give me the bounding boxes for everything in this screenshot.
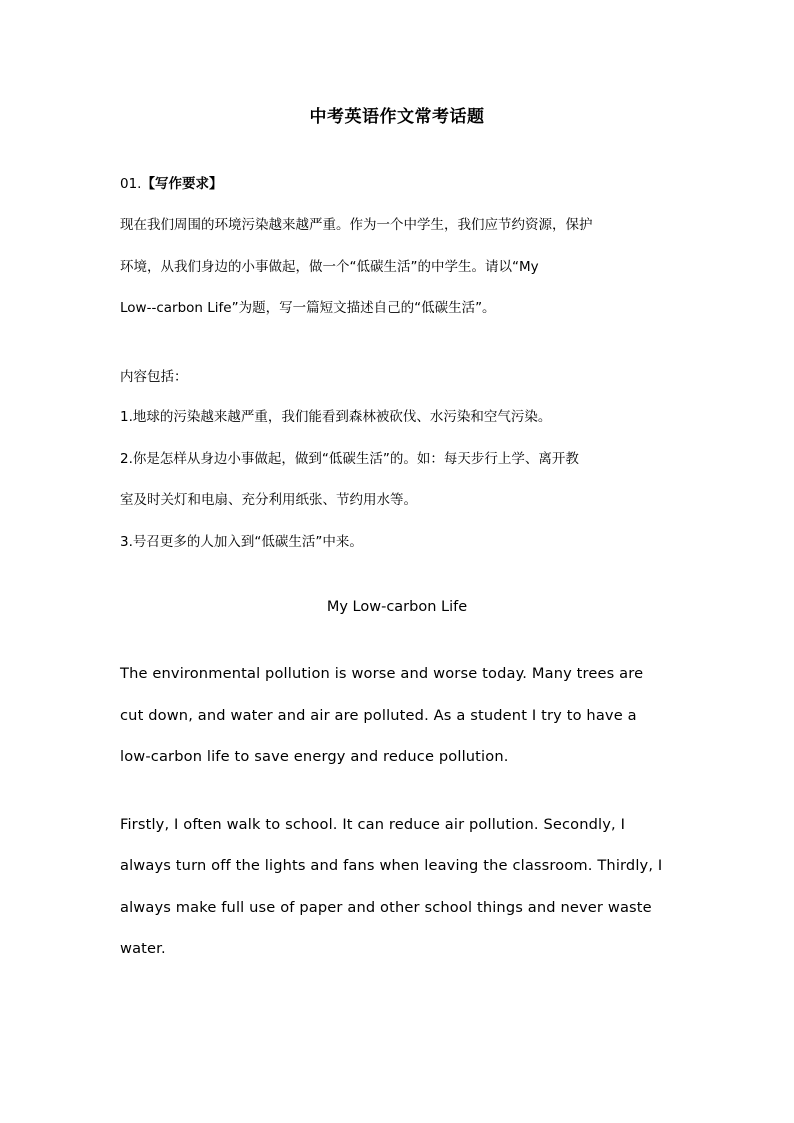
page-title: 中考英语作文常考话题 [309, 107, 485, 127]
paragraph2-line: Firstly, I often walk to school. It can reduce air pollution. Secondly, I [120, 816, 626, 833]
paragraph1-line: The environmental pollution is worse and worse today. Many trees are [120, 665, 644, 682]
section-heading [120, 174, 222, 194]
requirement-line: Low--carbon Life”为题，写一篇短文描述自己的“低碳生活”。 [120, 300, 496, 316]
content-line: 室及时关灯和电扇、充分利用纸张、节约用水等。 [120, 492, 417, 508]
paragraph2-line: always turn off the lights and fans when leaving the classroom. Thirdly, I [120, 857, 663, 874]
essay-title: My Low-carbon Life [326, 599, 468, 615]
paragraph1-line: low-carbon life to save energy and reduce pollution. [120, 748, 509, 765]
paragraph2-line: always make full use of paper and other school things and never waste [120, 899, 652, 916]
section-number: 01. [120, 176, 142, 192]
paragraph2-line: water. [120, 940, 166, 957]
section-heading-label: 【写作要求】 [141, 176, 223, 192]
requirement-line: 环境，从我们身边的小事做起，做一个“低碳生活”的中学生。请以“My [120, 259, 539, 275]
content-line: 2.你是怎样从身边小事做起，做到“低碳生活”的。如：每天步行上学、离开教 [120, 451, 579, 467]
paragraph1-line: cut down, and water and air are polluted. As a student I try to have a [120, 707, 637, 724]
requirement-line: 现在我们周围的环境污染越来越严重。作为一个中学生，我们应节约资源，保护 [120, 217, 593, 233]
content-line: 1.地球的污染越来越严重，我们能看到森林被砍伐、水污染和空气污染。 [120, 409, 552, 425]
content-label: 内容包括： [120, 369, 188, 385]
content-line: 3.号召更多的人加入到“低碳生活”中来。 [120, 534, 363, 550]
